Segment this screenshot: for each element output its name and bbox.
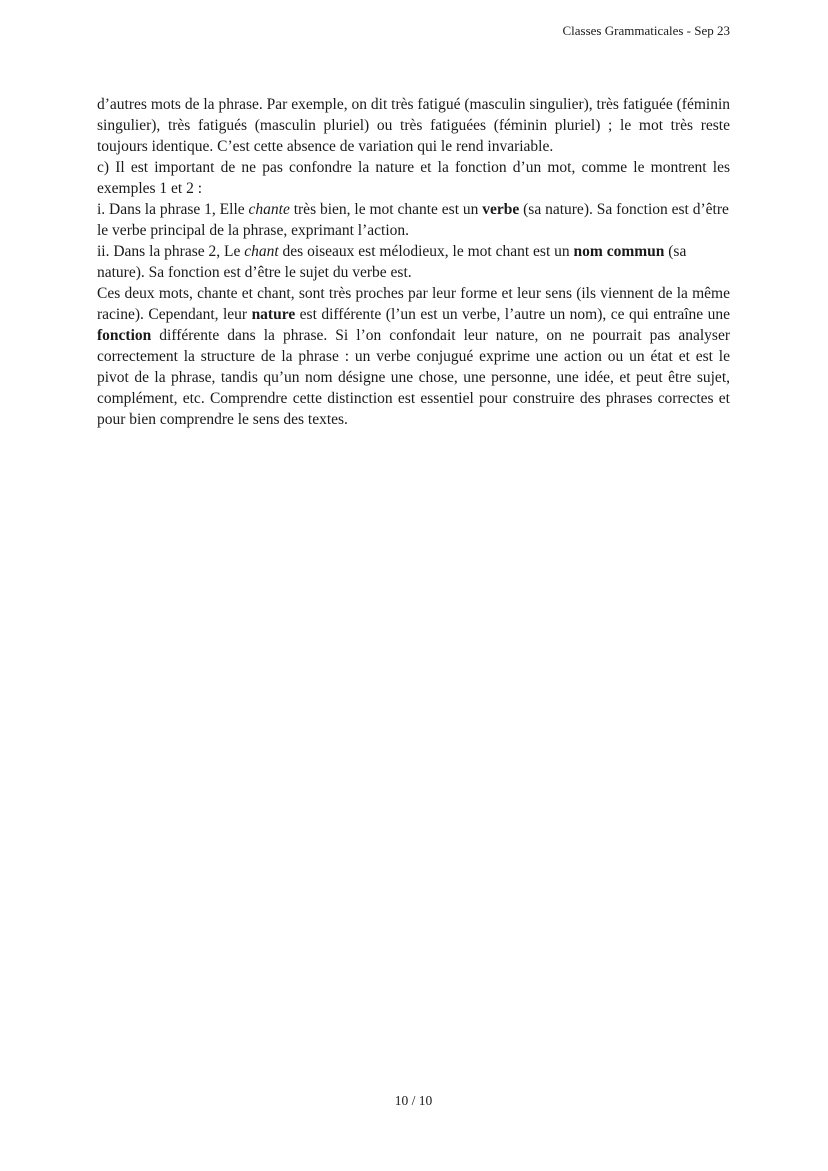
text-segment: fonction [97, 327, 152, 344]
page-number: 10 / 10 [394, 1093, 433, 1108]
text-segment: nature [251, 306, 296, 323]
example-item-i [97, 199, 730, 241]
page-footer [97, 1092, 730, 1109]
example-item-ii [97, 241, 730, 283]
paragraph-conclusion [97, 283, 730, 430]
text-segment: (sa nature). Sa fonction est d’être le verbe principal de la phrase, exprimant l’action. [97, 201, 729, 239]
page-header [562, 23, 730, 39]
text-segment: très bien, le mot chante est un [289, 201, 483, 218]
paragraph-intro: d’autres mots de la phrase. Par exemple, on dit très fatigué (masculin singulier), très fatiguée (féminin singulier), très fatigués (masculin pluriel) ou très fatiguées (féminin pluriel) ; le mot très reste toujours identique. C’est cette absence de variation qui le rend invariable. [97, 96, 730, 155]
text-segment: Ces deux mots, chante et chant, sont très proches par leur forme et leur sens (ils viennent de la même racine). Cependant, leur [97, 285, 730, 323]
text-segment: chant [244, 243, 279, 260]
text-segment: verbe [482, 201, 520, 218]
text-segment: ii. Dans la phrase 2, Le [97, 243, 245, 260]
header-title: Classes Grammaticales - Sep 23 [562, 23, 730, 38]
document-body [97, 94, 730, 430]
text-segment: chante [248, 201, 290, 218]
text-segment: (sa nature). Sa fonction est d’être le sujet du verbe est. [97, 243, 687, 281]
text-segment: des oiseaux est mélodieux, le mot chant est un [278, 243, 574, 260]
text-segment: différente dans la phrase. Si l’on confondait leur nature, on ne pourrait pas analyser correctement la structure de la phrase : un verbe conjugué exprime une action ou un état et est le pivot de la phrase, tandis qu’un nom désigne une chose, une personne, une idée, et peut être sujet, complément, etc. Comprendre cette distinction est essentiel pour construire des phrases correctes et pour bien comprendre le sens des textes. [97, 327, 730, 428]
paragraph-c: c) Il est important de ne pas confondre la nature et la fonction d’un mot, comme le montrent les exemples 1 et 2 : [97, 159, 730, 197]
text-segment: nom commun [573, 243, 665, 260]
text-segment: i. Dans la phrase 1, Elle [97, 201, 249, 218]
text-segment: est différente (l’un est un verbe, l’autre un nom), ce qui entraîne une [295, 306, 730, 323]
